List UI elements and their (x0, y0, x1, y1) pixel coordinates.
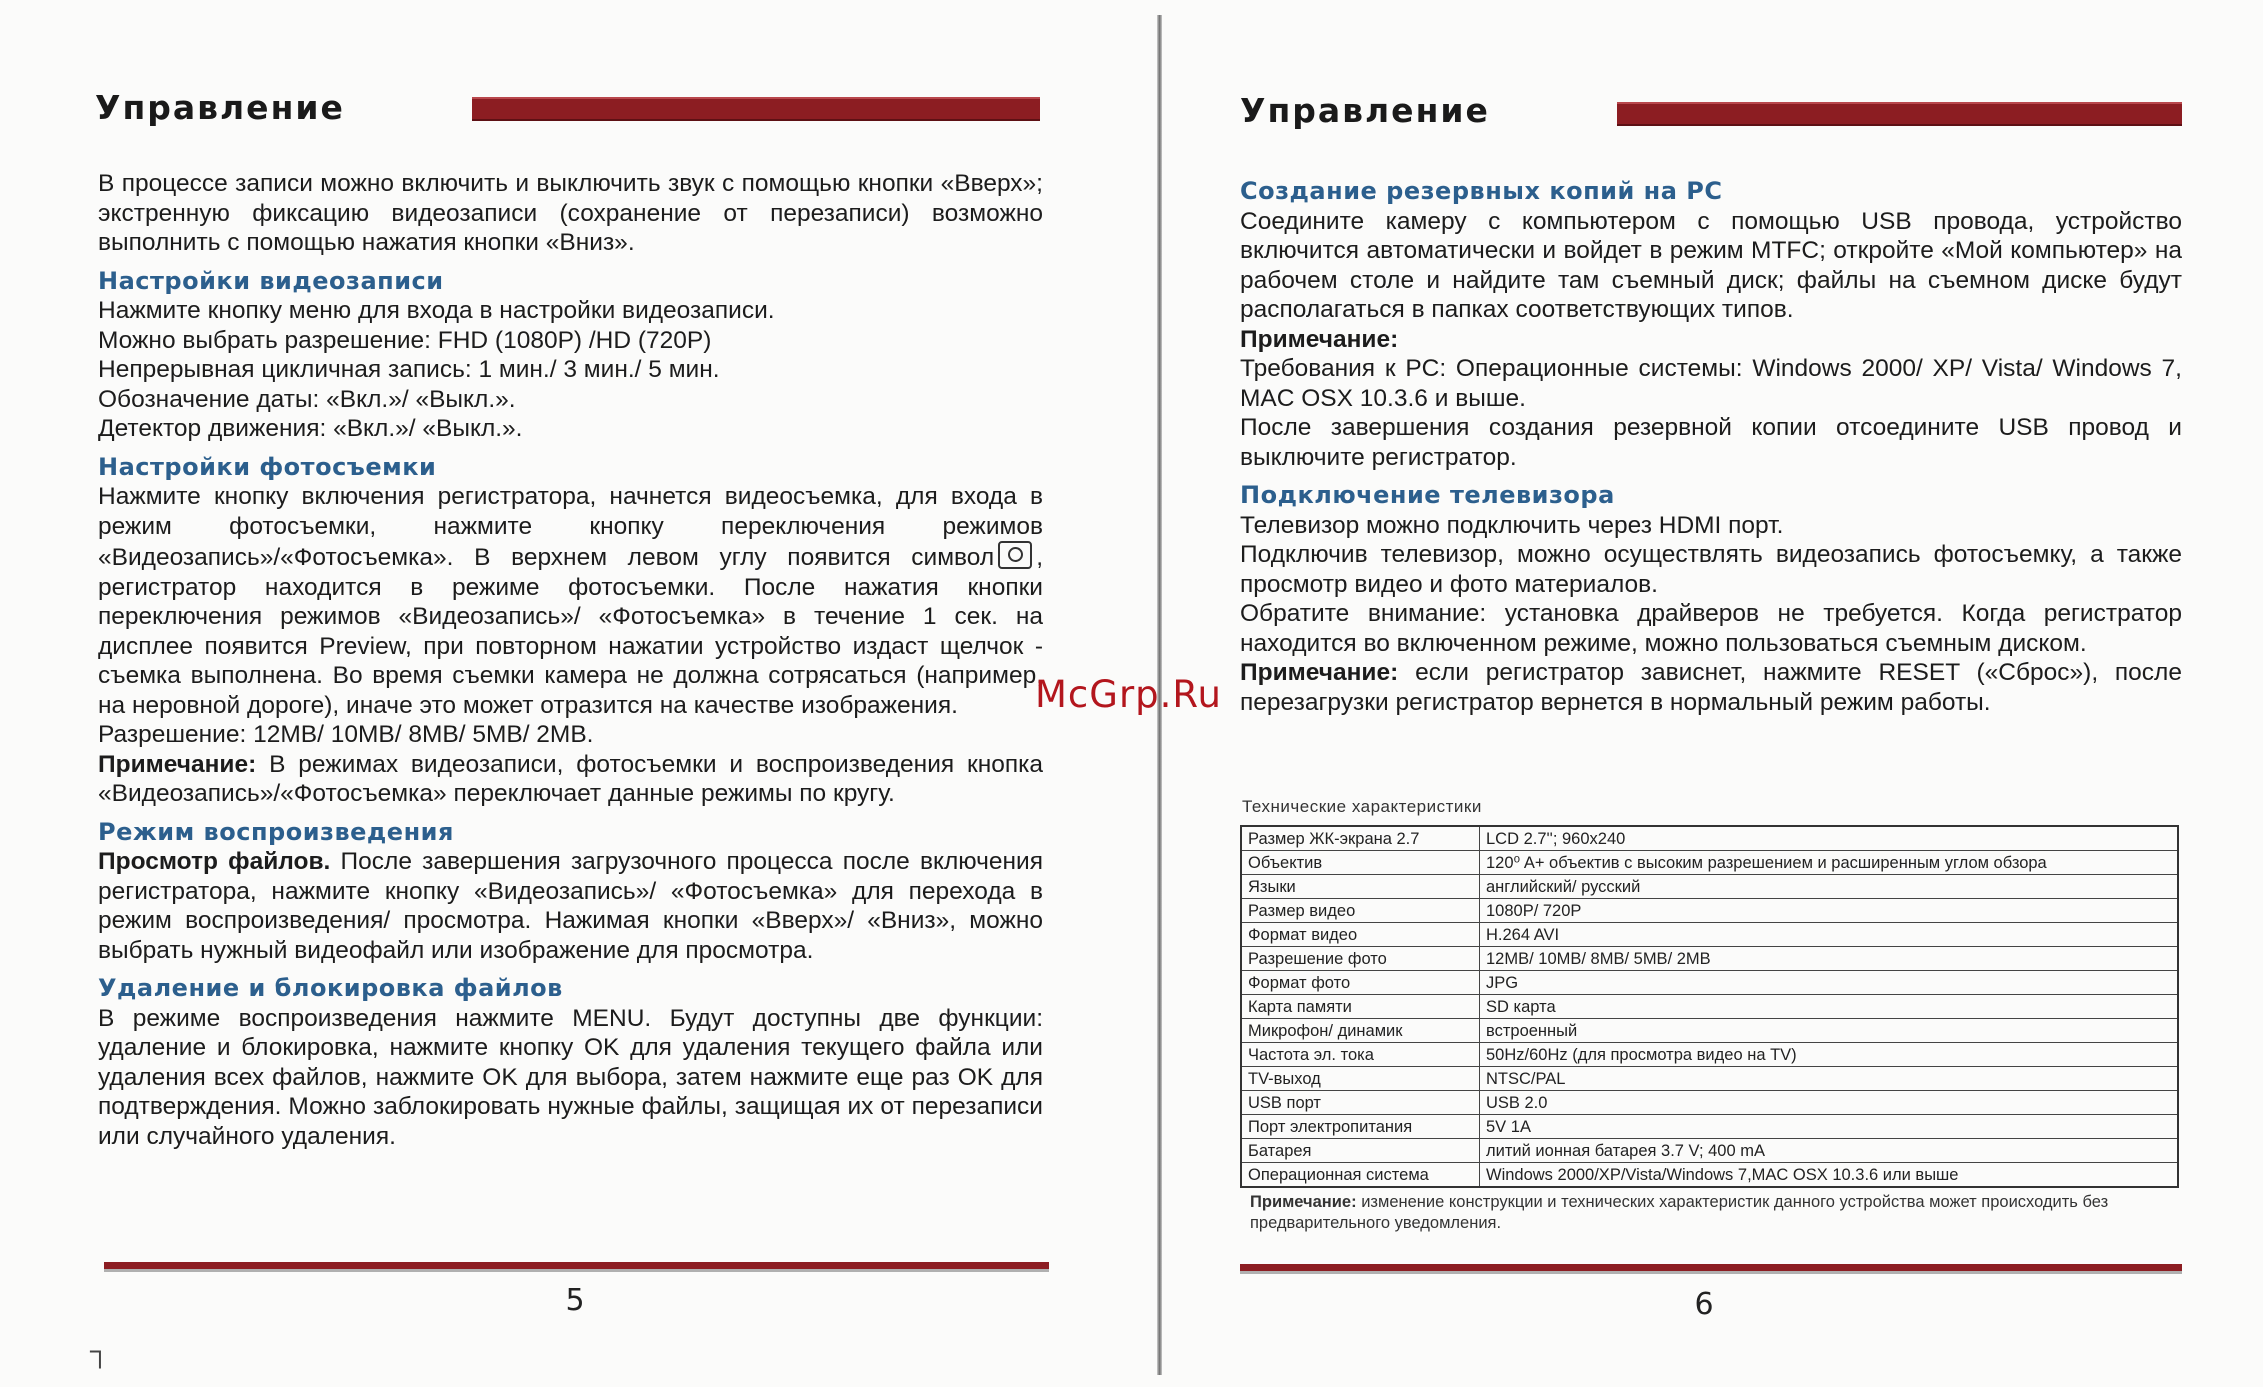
spec-row (1241, 1163, 2178, 1188)
specs-caption: Технические характеристики (1242, 797, 1482, 816)
right-content (1240, 177, 2182, 717)
spec-row (1241, 1091, 2178, 1115)
watermark: McGrp.Ru (1035, 673, 1222, 716)
section-title-video-settings: Настройки видеозаписи (98, 266, 444, 295)
photo-note (98, 750, 1043, 809)
spec-row (1241, 875, 2178, 899)
spec-key: Объектив (1241, 851, 1480, 875)
backup-after: После завершения создания резервной копии отсоедините USB провод и выключите регистратор. (1240, 414, 2182, 471)
spec-value: USB 2.0 (1480, 1091, 2179, 1115)
tv-line: Обратите внимание: установка драйверов не требуется. Когда регистратор находится во включенном режиме, можно пользоваться съемным диском. (1240, 600, 2182, 657)
note-label: Примечание: (98, 750, 257, 778)
playback-text: После завершения загрузочного процесса после включения регистратора, нажмите кнопку «Видеозапись»/ «Фотосъемка» для перехода в режим воспроизведения/ просмотра. Нажимая кнопки «Вверх»/ «Вниз», можно выбрать нужный видеофайл или изображение для просмотра. (98, 848, 1043, 964)
intro-paragraph: В процессе записи можно включить и выключить звук с помощью кнопки «Вверх»; экстренную фиксацию видеозаписи (сохранение от перезаписи) возможно выполнить с помощью нажатия кнопки «Вниз». (98, 170, 1043, 256)
spec-key: Формат видео (1241, 923, 1480, 947)
spec-row (1241, 1115, 2178, 1139)
specs-table (1240, 825, 2179, 1188)
bottom-rule (104, 1262, 1049, 1272)
spec-key: Микрофон/ динамик (1241, 1019, 1480, 1043)
spec-row (1241, 1043, 2178, 1067)
section-title-photo-settings: Настройки фотосъемки (98, 452, 437, 481)
spec-value: H.264 AVI (1480, 923, 2179, 947)
section-title-playback: Режим воспроизведения (98, 817, 454, 846)
spec-value: 5V 1A (1480, 1115, 2179, 1139)
note-label: Примечание: (1240, 659, 1399, 686)
spec-value: NTSC/PAL (1480, 1067, 2179, 1091)
spec-row (1241, 826, 2178, 851)
playback-label: Просмотр файлов. (98, 848, 331, 875)
section-title-delete-lock: Удаление и блокировка файлов (98, 974, 563, 1002)
photo-text-before: Нажмите кнопку включения регистратора, начнется видеосъемка, для входа в режим фотосъемки, нажмите кнопку переключения режимов «Видеозапись»/«Фотосъемка». В верхнем левом углу появится символ (98, 483, 1043, 571)
section-title-backup: Создание резервных копий на PC (1240, 177, 1723, 205)
spec-key: Размер ЖК-экрана 2.7 (1241, 826, 1480, 851)
corner-mark: ┐ (90, 1335, 110, 1366)
spec-value: английский/ русский (1480, 875, 2179, 899)
spec-row (1241, 1139, 2178, 1163)
heading-bar (1617, 102, 2182, 126)
playback-paragraph (98, 847, 1043, 965)
spec-key: Частота эл. тока (1241, 1043, 1480, 1067)
spec-value: LCD 2.7''; 960x240 (1480, 826, 2179, 851)
backup-requirements: Требования к PC: Операционные системы: Windows 2000/ XP/ Vista/ Windows 7, MAC OSX 10.3.6 и выше. (1240, 355, 2182, 412)
photo-text-after: , регистратор находится в режиме фотосъемки. После нажатия кнопки переключения режимов «Видеозапись»/ «Фотосъемка» в течение 1 сек. на дисплее появится Preview, при повторном нажатии устройство издаст щелчок - съемка выполнена. Во время съемки камера не должна сотрясаться (например, на неровной дороге), иначе это может отразится на качестве изображения. (98, 544, 1043, 719)
spec-value: 1080P/ 720P (1480, 899, 2179, 923)
spec-key: USB порт (1241, 1091, 1480, 1115)
spec-key: Языки (1241, 875, 1480, 899)
specs-footnote (1250, 1192, 2190, 1234)
footnote-text: изменение конструкции и технических характеристик данного устройства может происходить без предварительного уведомления. (1250, 1193, 2109, 1232)
spec-key: Операционная система (1241, 1163, 1480, 1188)
page-heading: Управление (95, 88, 345, 127)
page-heading: Управление (1240, 91, 1490, 130)
spec-value: JPG (1480, 971, 2179, 995)
spec-value: 120⁰ A+ объектив с высоким разрешением и расширенным углом обзора (1480, 851, 2179, 875)
video-settings-line: Нажмите кнопку меню для входа в настройки видеозаписи. (98, 297, 775, 324)
page-number: 5 (565, 1283, 585, 1318)
photo-settings-paragraph (98, 482, 1043, 720)
tv-note (1240, 658, 2182, 717)
spec-key: Формат фото (1241, 971, 1480, 995)
footnote-label: Примечание: (1250, 1193, 1357, 1211)
left-content (98, 169, 1043, 1151)
spec-value: 50Hz/60Hz (для просмотра видео на TV) (1480, 1043, 2179, 1067)
spec-row (1241, 995, 2178, 1019)
spec-row (1241, 1019, 2178, 1043)
video-settings-line: Обозначение даты: «Вкл.»/ «Выкл.». (98, 385, 516, 413)
tv-line: Подключив телевизор, можно осуществлять видеозапись фотосъемку, а также просмотр видео и фото материалов. (1240, 541, 2182, 598)
spec-key: Порт электропитания (1241, 1115, 1480, 1139)
spec-row (1241, 971, 2178, 995)
camera-icon (998, 541, 1032, 569)
spec-value: литий ионная батарея 3.7 V; 400 mA (1480, 1139, 2179, 1163)
note-text: В режимах видеозаписи, фотосъемки и воспроизведения кнопка «Видеозапись»/«Фотосъемка» переключает данные режимы по кругу. (98, 750, 1043, 807)
note-text: если регистратор зависнет, нажмите RESET («Сброс»), после перезагрузки регистратор вернется в нормальный режим работы. (1240, 659, 2182, 716)
spec-key: Разрешение фото (1241, 947, 1480, 971)
right-page (1162, 0, 2263, 1387)
video-settings-line: Непрерывная цикличная запись: 1 мин./ 3 мин./ 5 мин. (98, 356, 720, 383)
spec-value: встроенный (1480, 1019, 2179, 1043)
spec-value: SD карта (1480, 995, 2179, 1019)
page-number: 6 (1694, 1287, 1714, 1322)
spec-row (1241, 947, 2178, 971)
spec-value: 12MB/ 10MB/ 8MB/ 5MB/ 2MB (1480, 947, 2179, 971)
video-settings-line: Можно выбрать разрешение: FHD (1080P) /HD (720P) (98, 326, 712, 354)
spec-key: Батарея (1241, 1139, 1480, 1163)
spec-value: Windows 2000/XP/Vista/Windows 7,MAC OSX 10.3.6 или выше (1480, 1163, 2179, 1188)
tv-line: Телевизор можно подключить через HDMI порт. (1240, 511, 1784, 539)
section-title-tv: Подключение телевизора (1240, 481, 1615, 509)
spec-row (1241, 851, 2178, 875)
spec-key: TV-выход (1241, 1067, 1480, 1091)
bottom-rule (1240, 1264, 2182, 1274)
spec-row (1241, 1067, 2178, 1091)
photo-resolution: Разрешение: 12MB/ 10MB/ 8MB/ 5MB/ 2MB. (98, 721, 594, 748)
spec-row (1241, 923, 2178, 947)
heading-bar (472, 97, 1040, 121)
backup-note-label: Примечание: (1240, 325, 1399, 353)
video-settings-line: Детектор движения: «Вкл.»/ «Выкл.». (98, 415, 523, 442)
spec-key: Карта памяти (1241, 995, 1480, 1019)
backup-paragraph: Соедините камеру с компьютером с помощью USB провода, устройство включится автоматически и войдет в режим MTFC; откройте «Мой компьютер» на рабочем столе и найдите там съемный диск; файлы на съемном диске будут располагаться в папках соответствующих типов. (1240, 207, 2182, 323)
spec-row (1241, 899, 2178, 923)
spec-key: Размер видео (1241, 899, 1480, 923)
delete-lock-paragraph: В режиме воспроизведения нажмите MENU. Будут доступны две функции: удаление и блокировка, нажмите кнопку OK для удаления текущего файла или удаления всех файлов, нажмите OK для выбора, затем нажмите еще раз OK для подтверждения. Можно заблокировать нужные файлы, защищая их от перезаписи или случайного удаления. (98, 1004, 1043, 1150)
